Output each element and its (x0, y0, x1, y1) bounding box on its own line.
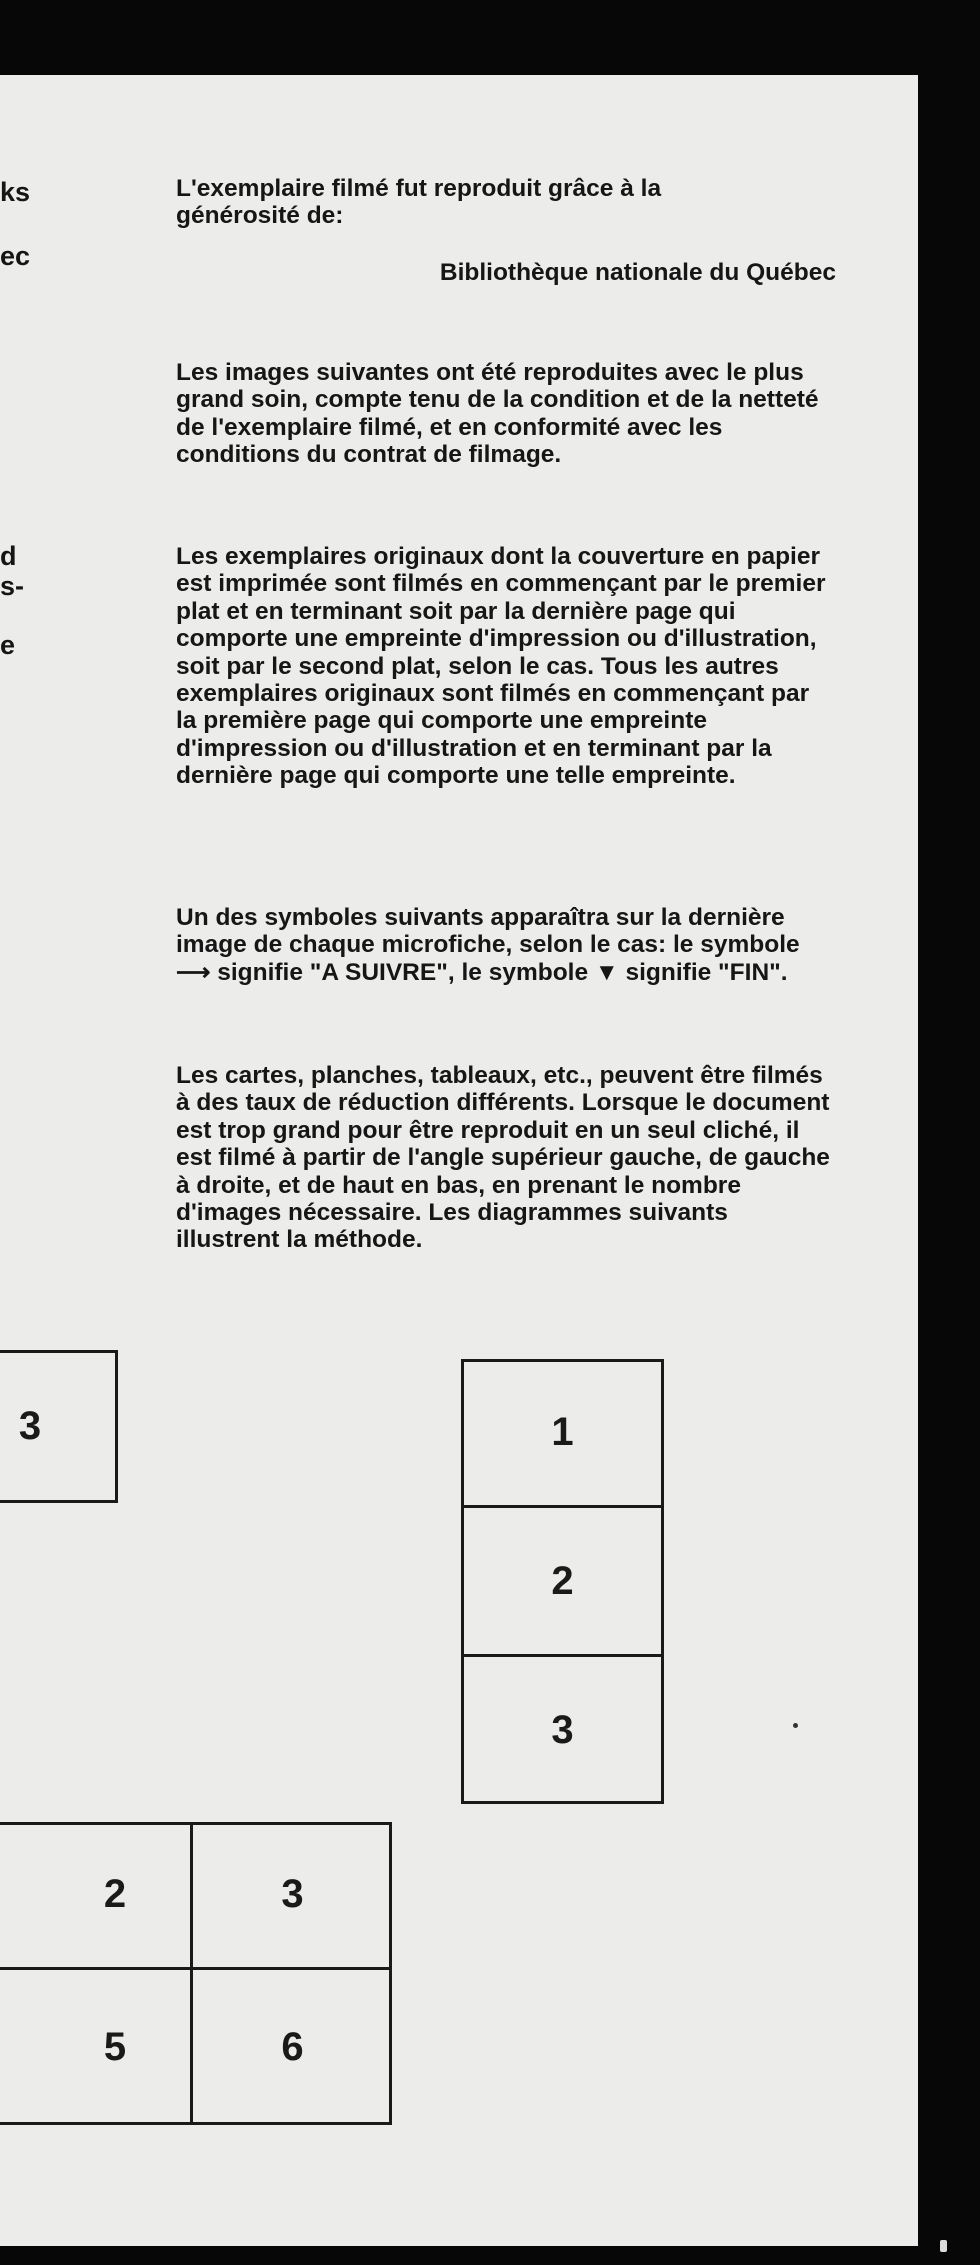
triangle-meaning: signifie "FIN". (625, 958, 788, 986)
left-fragment-2: ec (0, 241, 31, 271)
grid-cell-5: 5 (103, 2025, 127, 2069)
acknowledgement-intro: L'exemplaire filmé fut reproduit grâce à la générosité de: (176, 175, 662, 230)
left-fragment-4: s- (0, 571, 25, 601)
column-cell-1: 1 (551, 1409, 574, 1454)
library-name: Bibliothèque nationale du Québec (439, 258, 836, 286)
column-cell-2: 2 (551, 1558, 574, 1603)
paragraph-conditions (176, 359, 836, 469)
scan-speck (793, 1723, 798, 1728)
paragraph-originals (176, 543, 836, 790)
paragraph-text: Les images suivantes ont été reproduites avec le plus grand soin, compte tenu de la condition et de la netteté de l'exemplaire filmé, et en conformité avec les conditions du contrat de filmage. (176, 359, 819, 469)
grid-cell-3: 3 (281, 1872, 304, 1916)
column-cell-3: 3 (551, 1708, 574, 1752)
paragraph-text: Les exemplaires originaux dont la couverture en papier est imprimée sont filmés en commençant par le premier plat et en terminant soit par la dernière page qui comporte une empreinte d'impression ou d'illustration, soit par le second plat, selon le cas. Tous les autres exemplaires originaux sont filmés en commençant par la première page qui comporte une empreinte d'impression ou d'illustration et en terminant par la dernière page qui comporte une telle empreinte. (176, 543, 826, 790)
acknowledgement-block (176, 175, 836, 286)
symbols-text-start: Un des symboles suivants apparaîtra sur la dernière image de chaque microfiche, selon le cas: le symbole (176, 904, 800, 959)
triangle-prefix: symbole (488, 958, 589, 986)
paragraph-maps (176, 1062, 836, 1254)
grid-cell-2: 2 (103, 1872, 127, 1916)
triangle-icon: ▼ (594, 958, 619, 986)
paragraph-symbols (176, 904, 836, 986)
arrow-meaning: signifie "A SUIVRE", le (217, 958, 482, 986)
arrow-icon: ⟶ (176, 958, 211, 986)
scan-speck (940, 2240, 947, 2252)
left-fragment-3: d (0, 541, 17, 571)
grid-cell-6: 6 (281, 2025, 304, 2069)
row-cell-3: 3 (18, 1404, 42, 1448)
symbols-text (176, 904, 816, 986)
paragraph-text: Les cartes, planches, tableaux, etc., peuvent être filmés à des taux de réduction différents. Lorsque le document est trop grand pour être reproduit en un seul cliché, il est filmé à partir de l'angle supérieur gauche, de gauche à droite, et de haut en bas, en prenant le nombre d'images nécessaire. Les diagrammes suivants illustrent la méthode. (176, 1062, 830, 1254)
left-fragment-1: ks (0, 177, 31, 207)
left-fragment-5: e (0, 630, 16, 660)
